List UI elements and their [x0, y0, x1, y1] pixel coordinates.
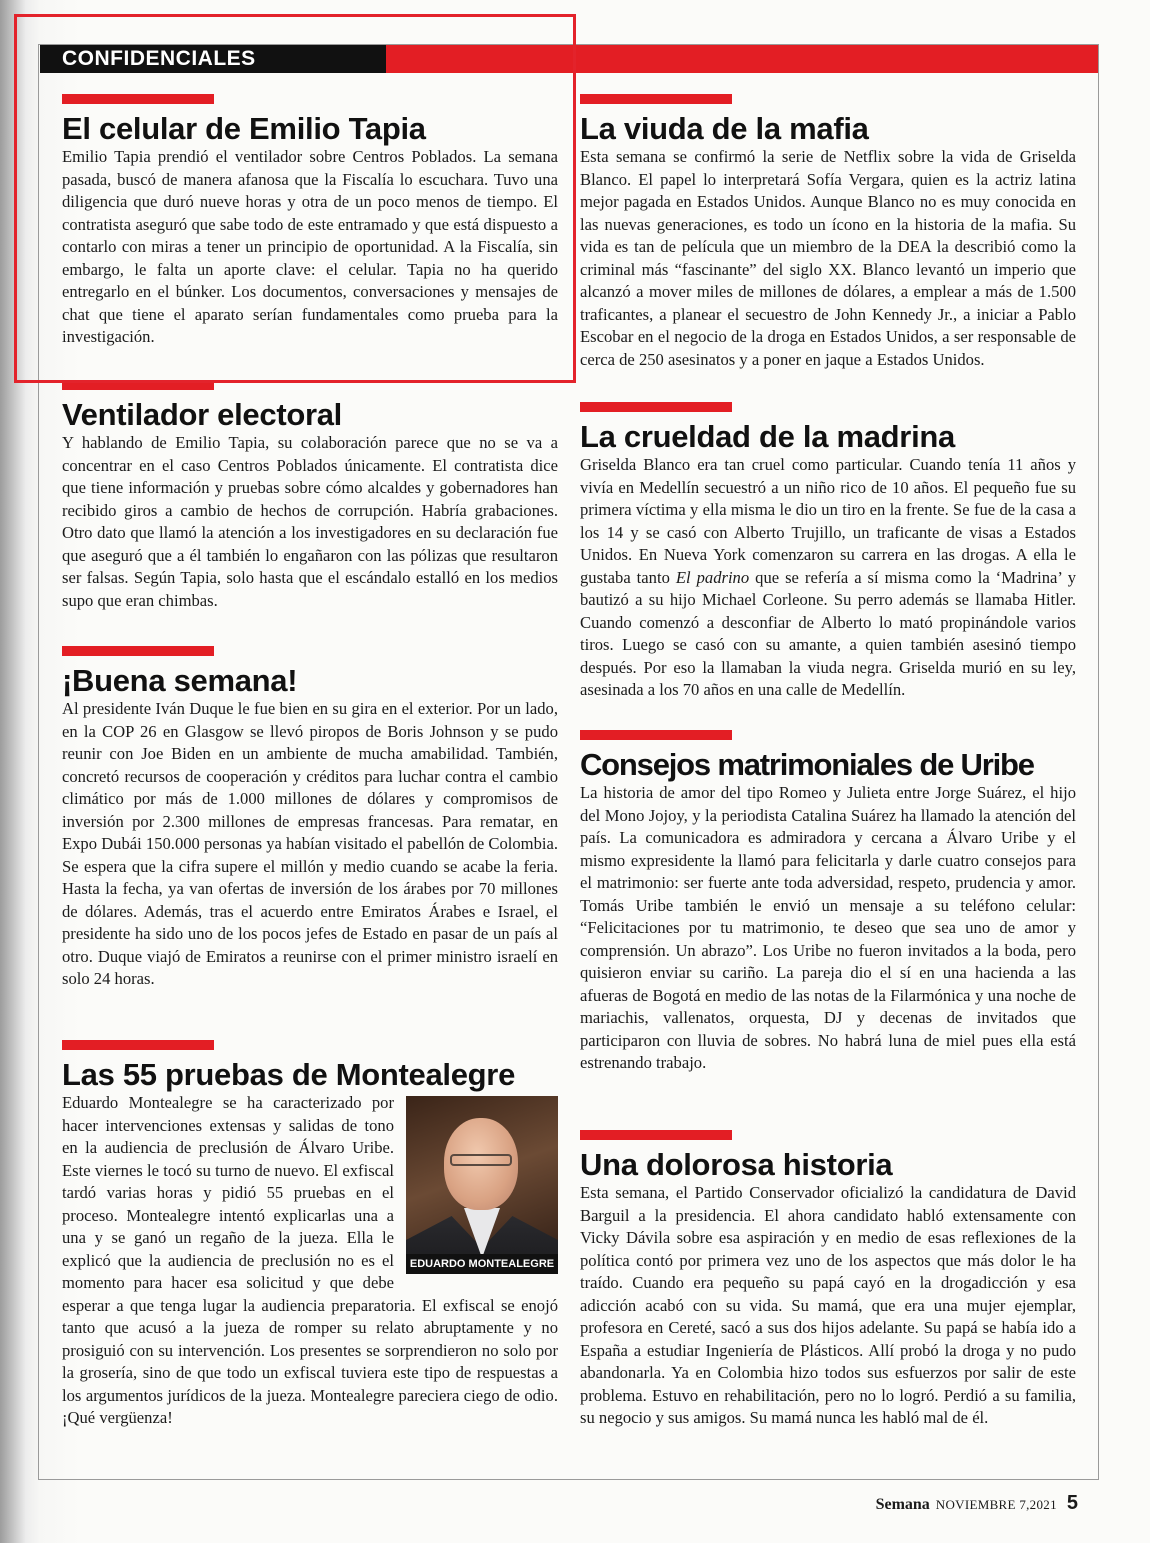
- article-accent-bar: [580, 402, 732, 412]
- issue-date: NOVIEMBRE 7,2021: [935, 1497, 1057, 1512]
- article-accent-bar: [62, 380, 214, 390]
- section-label: CONFIDENCIALES: [40, 45, 386, 73]
- page-footer: [876, 1492, 1078, 1515]
- article-title: ¡Buena semana!: [62, 663, 298, 698]
- photo-glasses: [450, 1154, 512, 1166]
- article-body: Esta semana, el Partido Conservador oficializó la candidatura de David Barguil a la presidencia. El ahora candidato habló extensamente con Vicky Dávila sobre esa aspiración y en medio de esas reflexiones de la política contó por primera vez uno de los aspectos que más dolor le ha traído. Cuando era pequeño su papá cayó en la drogadicción y esa adicción acabó con su vida. Su mamá, que era una mujer ejemplar, profesora en Cereté, sacó a sus dos hijos adelante. Su papá se había ido a España a estudiar Ingeniería de Plásticos. Allí probó la droga y no pudo abandonarla. Ya en Colombia hizo todos sus esfuerzos por salir de este problema. Estuvo en rehabilitación, pero no lo logró. Perdió a su familia, su negocio y sus amigos. Su mamá nunca les habló mal de él.: [580, 1183, 1076, 1427]
- film-title: El padrino: [675, 567, 750, 587]
- article-title: La viuda de la mafia: [580, 111, 869, 146]
- magazine-name: Semana: [875, 1496, 930, 1513]
- article-accent-bar: [580, 1130, 732, 1140]
- page-number: 5: [1066, 1492, 1078, 1514]
- article-accent-bar: [62, 94, 214, 104]
- article-viuda: [580, 94, 1076, 371]
- article-body: Esta semana se confirmó la serie de Netflix sobre la vida de Griselda Blanco. El papel lo interpretará Sofía Vergara, quien es la actriz latina mejor pagada en Estados Unidos. Aunque Blanco no es muy conocida en las nuevas generaciones, es todo un ícono en la historia de la mafia. Su vida es tan de película que un miembro de la DEA la describió como la criminal más “fascinante” del siglo XX. Blanco levantó un imperio que alcanzó a mover miles de millones de dólares, a emplear a más de 1.500 traficantes, a planear el secuestro de John Kennedy Jr., a iniciar a Pablo Escobar en el negocio de la droga en Estados Unidos, a ser responsable de cerca de 250 asesinatos y a poner en jaque a Estados Unidos.: [580, 147, 1076, 369]
- article-uribe: [580, 730, 1076, 1075]
- article-buena-semana: [62, 646, 558, 991]
- article-body: La historia de amor del tipo Romeo y Julieta entre Jorge Suárez, el hijo del Mono Jojoy, y la periodista Catalina Suárez ha llamado la atención del país. La comunicadora es admiradora y cercana a Álvaro Uribe y el mismo expresidente la llamó para felicitarla y darle cuatro consejos para el matrimonio: ser fuerte ante toda adversidad, respeto, prudencia y amor. Tomás Uribe también le envió un mensaje a su teléfono celular: “Felicitaciones por tu matrimonio, te deseo que sea uno de amor y comprensión. Un abrazo”. Los Uribe no fueron invitados a la boda, pero quisieron enviar su cariño. La pareja dio el sí en una hacienda a las afueras de Bogotá en medio de las notas de la Filarmónica y una noche de mariachis, vallenatos, orquesta, DJ y decenas de invitados que participaron con lluvia de sobres. No habrá luna de miel pues ella está estrenando trabajo.: [580, 783, 1076, 1072]
- montealegre-photo: [406, 1096, 558, 1274]
- article-title: La crueldad de la madrina: [580, 419, 955, 454]
- article-title: Consejos matrimoniales de Uribe: [580, 747, 1034, 782]
- article-title: Las 55 pruebas de Montealegre: [62, 1057, 516, 1092]
- article-title: Ventilador electoral: [62, 397, 342, 432]
- article-body: Eduardo Montealegre se ha caracterizado por hacer intervenciones extensas y salidas de tono en la audiencia de preclusión de Álvaro Uribe. Este viernes le tocó su turno de nuevo. El exfiscal tardó varias horas y pidió 55 pruebas en el proceso. Montealegre intentó explicarlas una a una y se ganó un regaño de la jueza. Ella le explicó que la audiencia de preclusión no es el momento para hacer esa solicitud y que debe esperar a que tenga lugar la audiencia preparatoria. El exfiscal se enojó tanto que acusó a la jueza de romper su relato abruptamente y no prosiguió con su intervención. Los presentes se sorprendieron no solo por la grosería, sino de que todo un exfiscal tuviera este tipo de respuestas a los argumentos jurídicos de la jueza. Montealegre pareciera ciego de odio. ¡Qué vergüenza!: [62, 1093, 558, 1427]
- article-crueldad: [580, 402, 1076, 702]
- article-montealegre: [62, 1040, 558, 1430]
- article-tapia: [62, 94, 558, 349]
- article-body: [580, 454, 1076, 702]
- article-title: El celular de Emilio Tapia: [62, 111, 426, 146]
- body-text: que se refería a sí misma como la ‘Madrina’ y bautizó a su hijo Michael Corleone. Su perro además se llamaba Hitler. Cuando comenzó a desconfiar de Alberto lo mató propinándole varios tiros. Luego se casó con su amante, a quien también asesinó tiempo después. Por eso la llamaban la viuda negra. Griselda murió en su ley, asesinada a los 70 años en una calle de Medellín.: [580, 567, 1076, 699]
- article-body: Emilio Tapia prendió el ventilador sobre Centros Poblados. La semana pasada, buscó de manera afanosa que la Fiscalía lo escuchara. Tuvo una diligencia que duró nueve horas y otra de un poco menos de tiempo. El contratista aseguró que sabe todo de este entramado y que está dispuesto a contarlo con miras a tener un principio de oportunidad. A la Fiscalía, sin embargo, le falta un aporte clave: el celular. Tapia no ha querido entregarlo en el búnker. Los documentos, conversaciones y mensajes de chat que tiene el aparato serían fundamentales como prueba para la investigación.: [62, 147, 558, 346]
- article-accent-bar: [62, 646, 214, 656]
- body-text: Griselda Blanco era tan cruel como particular. Cuando tenía 11 años y vivía en Medellín secuestró a un niño rico de 10 años. El pequeño fue su primera víctima y ella misma le dio un tiro en la frente. Se fue de la casa a los 14 y se casó con Alberto Trujillo, un traficante de visas a Estados Unidos. En Nueva York comenzaron su carrera en las drogas. A ella le gustaba tanto: [580, 455, 1076, 587]
- article-title: Una dolorosa historia: [580, 1147, 893, 1182]
- article-body: Y hablando de Emilio Tapia, su colaboración parece que no se va a concentrar en el caso Centros Poblados únicamente. El contratista dice que tiene información y pruebas sobre cómo alcaldes y gobernadores han recibido giros a cambio de hechos de corrupción. Habría grabaciones. Otro dato que llamó la atención a los investigadores en su declaración fue que aseguró que a él también lo engañaron con las pólizas que resultaron ser falsas. Según Tapia, solo hasta que el escándalo estalló en los medios supo que eran chimbas.: [62, 433, 558, 610]
- photo-caption: EDUARDO MONTEALEGRE: [406, 1254, 558, 1274]
- article-accent-bar: [62, 1040, 214, 1050]
- article-accent-bar: [580, 94, 732, 104]
- article-ventilador: [62, 380, 558, 612]
- article-dolorosa: [580, 1130, 1076, 1430]
- article-accent-bar: [580, 730, 732, 740]
- article-body: Al presidente Iván Duque le fue bien en su gira en el exterior. Por un lado, en la COP 26 en Glasgow se llevó piropos de Boris Johnson y se pudo reunir con Joe Biden en un ambiente de mucha amabilidad. También, concretó recursos de cooperación y créditos para luchar contra el cambio climático por más de 1.000 millones de dólares y compromisos de inversión por 2.300 millones de empresas francesas. Para rematar, en Expo Dubái 150.000 personas ya habían visitado el pabellón de Colombia. Se espera que la cifra supere el millón y medio cuando se acabe la feria. Hasta la fecha, ya van ofertas de inversión de los árabes por 70 millones de dólares. Además, tras el acuerdo entre Emiratos Árabes e Israel, el presidente ha sido uno de los pocos jefes de Estado en pasar de un país al otro. Duque viajó de Emiratos a reunirse con el primer ministro israelí en solo 24 horas.: [62, 699, 558, 988]
